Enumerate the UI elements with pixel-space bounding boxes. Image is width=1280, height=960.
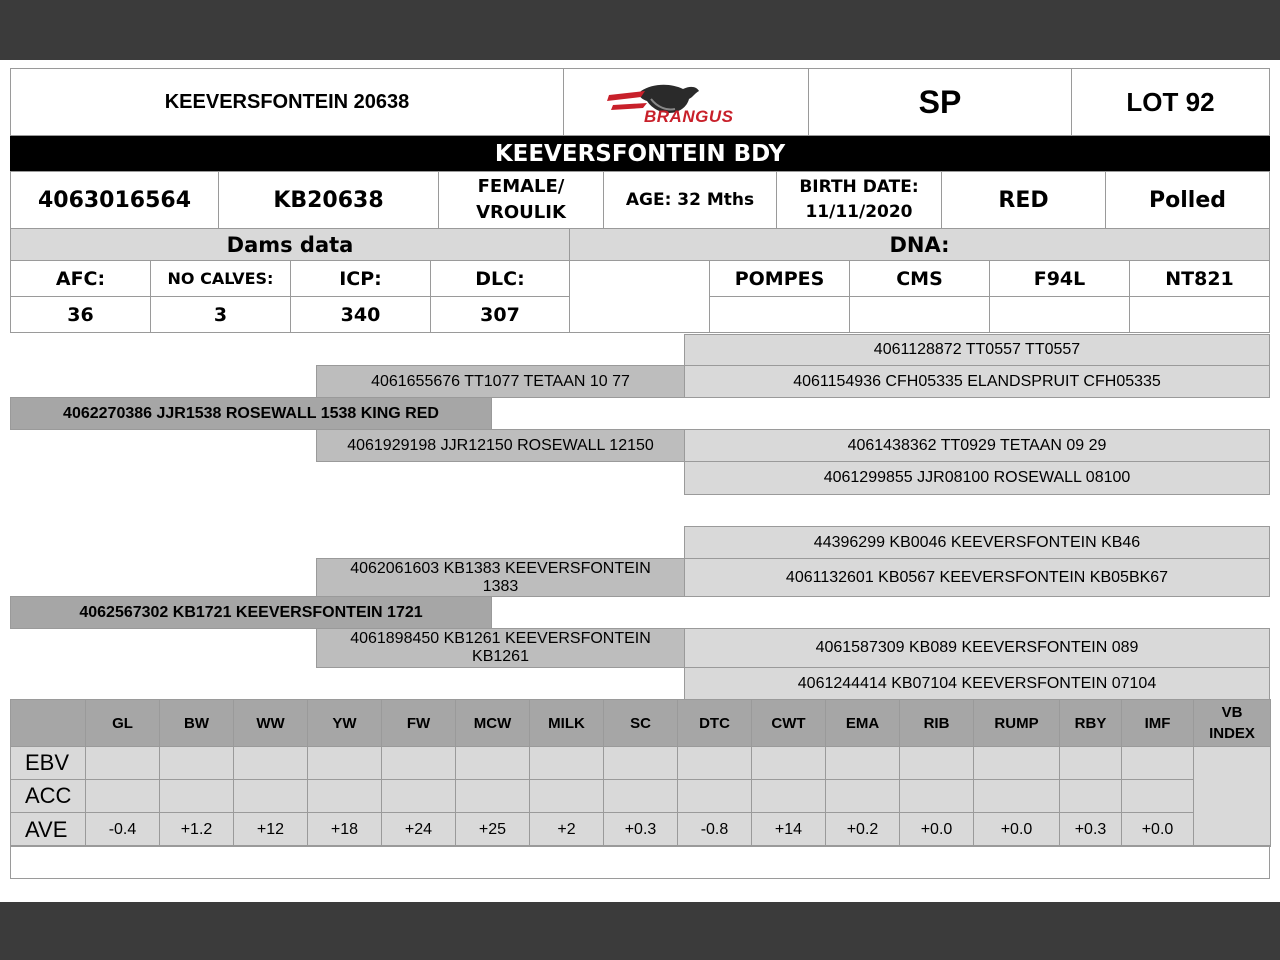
pedigree-dam-sire: 4062061603 KB1383 KEEVERSFONTEIN 1383 <box>316 558 685 597</box>
dna-value-pompes <box>709 296 850 333</box>
ebv-ebv-ww <box>233 746 308 780</box>
ebv-col-rib: RIB <box>899 699 974 747</box>
ebv-acc-yw <box>307 779 382 813</box>
birth-date-label: BIRTH DATE: <box>799 177 919 197</box>
ebv-ave-fw: +24 <box>381 812 456 847</box>
tag-number: KB20638 <box>218 171 439 229</box>
ebv-ave-yw: +18 <box>307 812 382 847</box>
ebv-acc-bw <box>159 779 234 813</box>
dna-value-f94l <box>989 296 1130 333</box>
pedigree-sire-dam: 4061929198 JJR12150 ROSEWALL 12150 <box>316 429 685 462</box>
ebv-col-vb-index <box>1193 699 1271 747</box>
ebv-col-imf: IMF <box>1121 699 1194 747</box>
dna-value-cms <box>849 296 990 333</box>
pedigree-sire-dam-dam: 4061299855 JJR08100 ROSEWALL 08100 <box>684 461 1270 495</box>
dams-data-heading: Dams data <box>10 228 570 261</box>
animal-name: KEEVERSFONTEIN 20638 <box>10 68 564 136</box>
dna-heading: DNA: <box>569 228 1270 261</box>
ebv-ave-ema: +0.2 <box>825 812 900 847</box>
ebv-ave-rump: +0.0 <box>973 812 1060 847</box>
dams-value-no-calves: 3 <box>150 296 291 333</box>
birth-date-value: 11/11/2020 <box>805 202 913 222</box>
ebv-ebv-mcw <box>455 746 530 780</box>
dna-value-nt821 <box>1129 296 1270 333</box>
ebv-acc-rby <box>1059 779 1122 813</box>
ebv-header-corner <box>10 699 86 747</box>
dna-label-nt821: NT821 <box>1129 260 1270 297</box>
dna-blank-cell <box>569 260 710 333</box>
ebv-acc-imf <box>1121 779 1194 813</box>
pedigree-dam-sire-sire: 44396299 KB0046 KEEVERSFONTEIN KB46 <box>684 526 1270 559</box>
dna-label-pompes: POMPES <box>709 260 850 297</box>
ebv-row-label-acc: ACC <box>10 779 86 813</box>
pedigree-dam-dam-sire: 4061587309 KB089 KEEVERSFONTEIN 089 <box>684 628 1270 668</box>
ebv-ebv-sc <box>603 746 678 780</box>
ebv-ave-cwt: +14 <box>751 812 826 847</box>
coat-color: RED <box>941 171 1106 229</box>
ebv-ebv-rump <box>973 746 1060 780</box>
pedigree-sire-sire: 4061655676 TT1077 TETAAN 10 77 <box>316 365 685 398</box>
ebv-acc-ema <box>825 779 900 813</box>
pedigree-dam-dam: 4061898450 KB1261 KEEVERSFONTEIN KB1261 <box>316 628 685 668</box>
ebv-ebv-fw <box>381 746 456 780</box>
dams-label-afc: AFC: <box>10 260 151 297</box>
ebv-col-rump: RUMP <box>973 699 1060 747</box>
ebv-ebv-bw <box>159 746 234 780</box>
ebv-ebv-yw <box>307 746 382 780</box>
dams-value-afc: 36 <box>10 296 151 333</box>
vb-index-vb-index-line1: VB <box>1221 704 1243 721</box>
ebv-ebv-ema <box>825 746 900 780</box>
pedigree-dam: 4062567302 KB1721 KEEVERSFONTEIN 1721 <box>10 596 492 629</box>
dams-value-dlc: 307 <box>430 296 570 333</box>
ebv-col-fw: FW <box>381 699 456 747</box>
ebv-col-cwt: CWT <box>751 699 826 747</box>
horn-status: Polled <box>1105 171 1270 229</box>
ebv-acc-rump <box>973 779 1060 813</box>
ebv-col-gl: GL <box>85 699 160 747</box>
ebv-acc-milk <box>529 779 604 813</box>
ebv-ave-gl: -0.4 <box>85 812 160 847</box>
ebv-row-label-ebv: EBV <box>10 746 86 780</box>
ebv-ave-dtc: -0.8 <box>677 812 752 847</box>
ebv-col-ema: EMA <box>825 699 900 747</box>
ebv-col-yw: YW <box>307 699 382 747</box>
ebv-col-rby: RBY <box>1059 699 1122 747</box>
ebv-acc-gl <box>85 779 160 813</box>
ebv-ebv-cwt <box>751 746 826 780</box>
ebv-col-sc: SC <box>603 699 678 747</box>
ebv-ave-rby: +0.3 <box>1059 812 1122 847</box>
dams-value-icp: 340 <box>290 296 431 333</box>
ebv-col-bw: BW <box>159 699 234 747</box>
pedigree-sire-sire-sire: 4061128872 TT0557 TT0557 <box>684 334 1270 366</box>
ebv-ave-imf: +0.0 <box>1121 812 1194 847</box>
ebv-acc-fw <box>381 779 456 813</box>
ebv-ave-ww: +12 <box>233 812 308 847</box>
registration-number: 4063016564 <box>10 171 219 229</box>
birth-date <box>776 171 942 229</box>
lot-number: LOT 92 <box>1071 68 1270 136</box>
ebv-col-ww: WW <box>233 699 308 747</box>
dams-label-icp: ICP: <box>290 260 431 297</box>
age: AGE: 32 Mths <box>603 171 777 229</box>
sex-line-2: VROULIK <box>476 202 566 223</box>
ebv-ebv-rby <box>1059 746 1122 780</box>
ebv-ebv-gl <box>85 746 160 780</box>
ebv-ave-bw: +1.2 <box>159 812 234 847</box>
pedigree-sire-sire-dam: 4061154936 CFH05335 ELANDSPRUIT CFH05335 <box>684 365 1270 398</box>
ebv-acc-dtc <box>677 779 752 813</box>
lot-card <box>0 60 1280 902</box>
pedigree-sire-dam-sire: 4061438362 TT0929 TETAAN 09 29 <box>684 429 1270 462</box>
ebv-col-mcw: MCW <box>455 699 530 747</box>
ebv-col-dtc: DTC <box>677 699 752 747</box>
footer-blank-row <box>10 845 1270 879</box>
ebv-ebv-milk <box>529 746 604 780</box>
pedigree-dam-dam-dam: 4061244414 KB07104 KEEVERSFONTEIN 07104 <box>684 667 1270 700</box>
ebv-acc-rib <box>899 779 974 813</box>
dna-label-cms: CMS <box>849 260 990 297</box>
pedigree-dam-sire-dam: 4061132601 KB0567 KEEVERSFONTEIN KB05BK67 <box>684 558 1270 597</box>
ebv-vb-index-value <box>1193 746 1271 847</box>
ebv-ebv-dtc <box>677 746 752 780</box>
ebv-ebv-imf <box>1121 746 1194 780</box>
ebv-acc-ww <box>233 779 308 813</box>
logo-text: BRANGUS <box>644 107 734 126</box>
dna-label-f94l: F94L <box>989 260 1130 297</box>
ebv-acc-cwt <box>751 779 826 813</box>
dams-label-no-calves: NO CALVES: <box>150 260 291 297</box>
sire-title-bar: KEEVERSFONTEIN BDY <box>10 136 1270 171</box>
sex <box>438 171 604 229</box>
grade-code: SP <box>808 68 1072 136</box>
ebv-row-label-ave: AVE <box>10 812 86 847</box>
vb-index-vb-index-line2: INDEX <box>1209 725 1255 742</box>
ebv-col-milk: MILK <box>529 699 604 747</box>
ebv-acc-mcw <box>455 779 530 813</box>
ebv-ave-sc: +0.3 <box>603 812 678 847</box>
ebv-ebv-rib <box>899 746 974 780</box>
ebv-ave-mcw: +25 <box>455 812 530 847</box>
brangus-logo <box>563 68 809 136</box>
ebv-acc-sc <box>603 779 678 813</box>
dams-label-dlc: DLC: <box>430 260 570 297</box>
pedigree-sire: 4062270386 JJR1538 ROSEWALL 1538 KING RED <box>10 397 492 430</box>
ebv-ave-rib: +0.0 <box>899 812 974 847</box>
ebv-ave-milk: +2 <box>529 812 604 847</box>
sex-line-1: FEMALE/ <box>477 176 565 197</box>
